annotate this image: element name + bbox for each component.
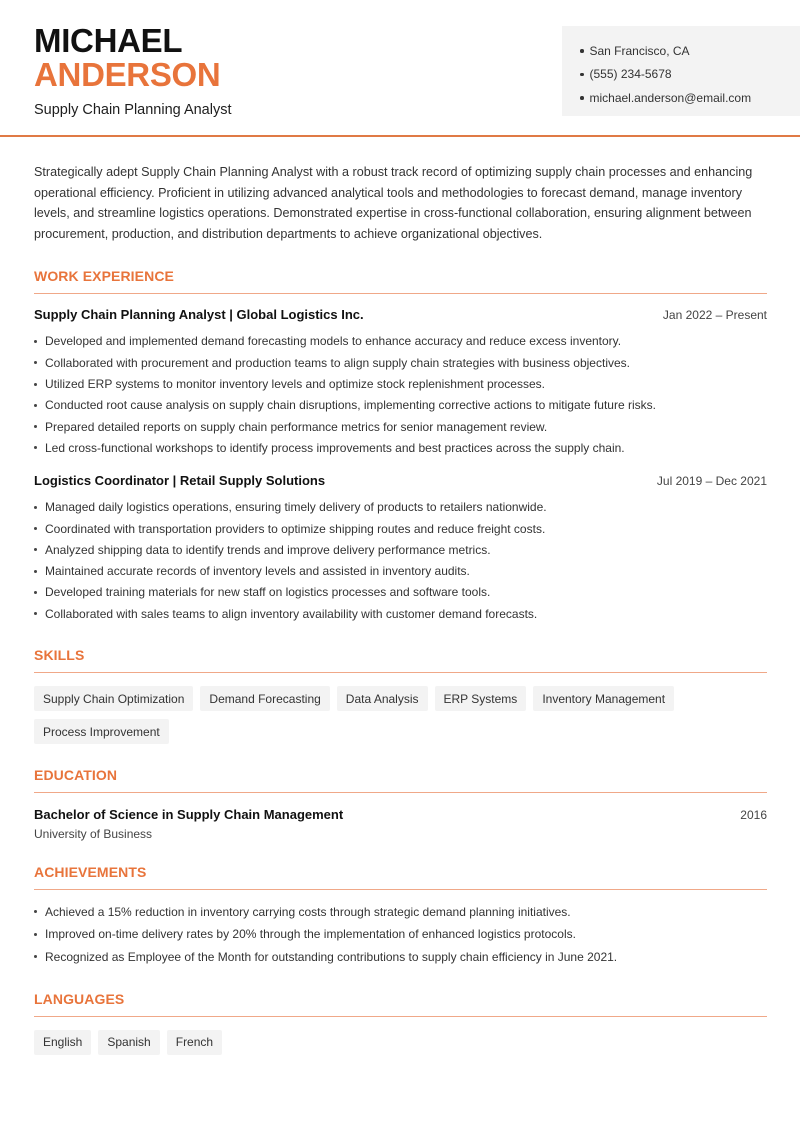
last-name: ANDERSON xyxy=(34,56,221,93)
bullet-icon xyxy=(34,383,37,386)
language-tag: French xyxy=(167,1030,222,1055)
graduation-year: 2016 xyxy=(740,808,767,823)
bullet-icon xyxy=(34,446,37,449)
phone-text: (555) 234-5678 xyxy=(589,67,672,82)
bullet-icon xyxy=(34,570,37,573)
achievements-list xyxy=(20,900,767,968)
job-bullet xyxy=(20,560,767,581)
summary: Strategically adept Supply Chain Planning Analyst with a robust track record of optimizing supply chain processes and enhancing operational efficiency. Proficient in utilizing advanced analytical tools and methodologies to forecast demand, manage inventory levels, and streamline logistics operations. Demonstrated expertise in cross-functional collaboration, ensuring alignment between procurement, production, and distribution departments to achieve organizational objectives. xyxy=(34,165,753,242)
achievement-item xyxy=(20,900,767,923)
skill-tag: Data Analysis xyxy=(337,686,428,711)
bullet-text: Analyzed shipping data to identify trends and improve delivery performance metrics. xyxy=(45,542,491,557)
bullet-icon xyxy=(34,955,37,958)
job-bullet xyxy=(20,518,767,539)
bullet-icon xyxy=(34,527,37,530)
job-bullet xyxy=(20,331,767,352)
job-bullet xyxy=(20,497,767,518)
resume-header xyxy=(0,0,800,137)
bullet-text: Collaborated with procurement and production teams to align supply chain strategies with business objectives. xyxy=(45,355,630,370)
bullet-text: Coordinated with transportation providers to optimize shipping routes and reduce freight costs. xyxy=(45,521,546,536)
job-bullet xyxy=(20,539,767,560)
bullet-icon xyxy=(580,73,584,77)
job-role: Logistics Coordinator | Retail Supply Solutions xyxy=(34,472,326,488)
bullet-icon xyxy=(34,340,37,343)
bullet-text: Managed daily logistics operations, ensuring timely delivery of products to retailers nationwide. xyxy=(45,500,547,515)
section-title-skills: SKILLS xyxy=(34,647,767,673)
job-bullet xyxy=(20,603,767,624)
bullet-text: Developed and implemented demand forecasting models to enhance accuracy and reduce excess inventory. xyxy=(45,334,622,349)
job-bullets xyxy=(20,331,767,459)
achievement-text: Improved on-time delivery rates by 20% through the implementation of enhanced logistics protocols. xyxy=(45,927,576,942)
bullet-icon xyxy=(34,612,37,615)
education-header xyxy=(34,807,767,822)
job-bullet xyxy=(20,395,767,416)
bullet-icon xyxy=(34,425,37,428)
job-bullet xyxy=(20,437,767,458)
bullet-icon xyxy=(34,506,37,509)
school: University of Business xyxy=(34,827,153,842)
language-tag: English xyxy=(34,1030,91,1055)
job-entry xyxy=(34,473,767,625)
section-title-work-experience: WORK EXPERIENCE xyxy=(34,268,767,294)
section-title-achievements: ACHIEVEMENTS xyxy=(34,864,767,890)
job-bullet xyxy=(20,352,767,373)
job-entry xyxy=(34,307,767,459)
contact-location xyxy=(580,39,800,63)
section-title-languages: LANGUAGES xyxy=(34,991,767,1017)
bullet-icon xyxy=(34,548,37,551)
job-header xyxy=(34,473,767,493)
bullet-text: Led cross-functional workshops to identify process improvements and best practices across the supply chain. xyxy=(45,440,625,455)
bullet-text: Prepared detailed reports on supply chain performance metrics for senior management review. xyxy=(45,419,548,434)
section-title-education: EDUCATION xyxy=(34,767,767,793)
skill-tag: Inventory Management xyxy=(533,686,674,711)
language-tag: Spanish xyxy=(98,1030,159,1055)
contact-box xyxy=(562,26,800,116)
job-header xyxy=(34,307,767,327)
contact-phone xyxy=(580,63,800,87)
bullet-icon xyxy=(34,404,37,407)
degree: Bachelor of Science in Supply Chain Management xyxy=(34,807,344,823)
bullet-icon xyxy=(34,910,37,913)
job-bullet xyxy=(20,373,767,394)
achievement-text: Achieved a 15% reduction in inventory carrying costs through strategic demand planning initiatives. xyxy=(45,904,571,919)
achievement-item xyxy=(20,945,767,968)
contact-email xyxy=(580,86,800,110)
bullet-text: Developed training materials for new staff on logistics processes and software tools. xyxy=(45,585,491,600)
job-bullet xyxy=(20,416,767,437)
job-title: Supply Chain Planning Analyst xyxy=(34,102,232,118)
name-block xyxy=(34,24,232,118)
bullet-icon xyxy=(580,49,584,53)
achievement-text: Recognized as Employee of the Month for outstanding contributions to supply chain efficiency in June 2021. xyxy=(45,949,618,964)
resume-body xyxy=(34,162,767,1055)
bullet-text: Collaborated with sales teams to align inventory availability with customer demand forecasts. xyxy=(45,606,538,621)
email-text: michael.anderson@email.com xyxy=(589,90,752,105)
skill-tag: Demand Forecasting xyxy=(200,686,329,711)
bullet-icon xyxy=(34,361,37,364)
job-bullet xyxy=(20,582,767,603)
job-dates: Jan 2022 – Present xyxy=(662,307,767,322)
bullet-text: Utilized ERP systems to monitor inventory levels and optimize stock replenishment processes. xyxy=(45,377,545,392)
bullet-icon xyxy=(34,933,37,936)
first-name: MICHAEL xyxy=(34,22,183,59)
languages-list xyxy=(34,1030,767,1055)
skill-tag: ERP Systems xyxy=(435,686,527,711)
skill-tag: Supply Chain Optimization xyxy=(34,686,193,711)
job-dates: Jul 2019 – Dec 2021 xyxy=(656,473,767,488)
location-text: San Francisco, CA xyxy=(589,43,690,58)
achievement-item xyxy=(20,923,767,946)
job-role: Supply Chain Planning Analyst | Global Logistics Inc. xyxy=(34,306,364,322)
bullet-text: Conducted root cause analysis on supply chain disruptions, implementing corrective actions to mitigate future risks. xyxy=(45,398,656,413)
skills-list xyxy=(34,686,767,744)
bullet-icon xyxy=(580,96,584,100)
skill-tag: Process Improvement xyxy=(34,719,169,744)
bullet-text: Maintained accurate records of inventory levels and assisted in inventory audits. xyxy=(45,564,470,579)
bullet-icon xyxy=(34,591,37,594)
job-bullets xyxy=(20,497,767,625)
